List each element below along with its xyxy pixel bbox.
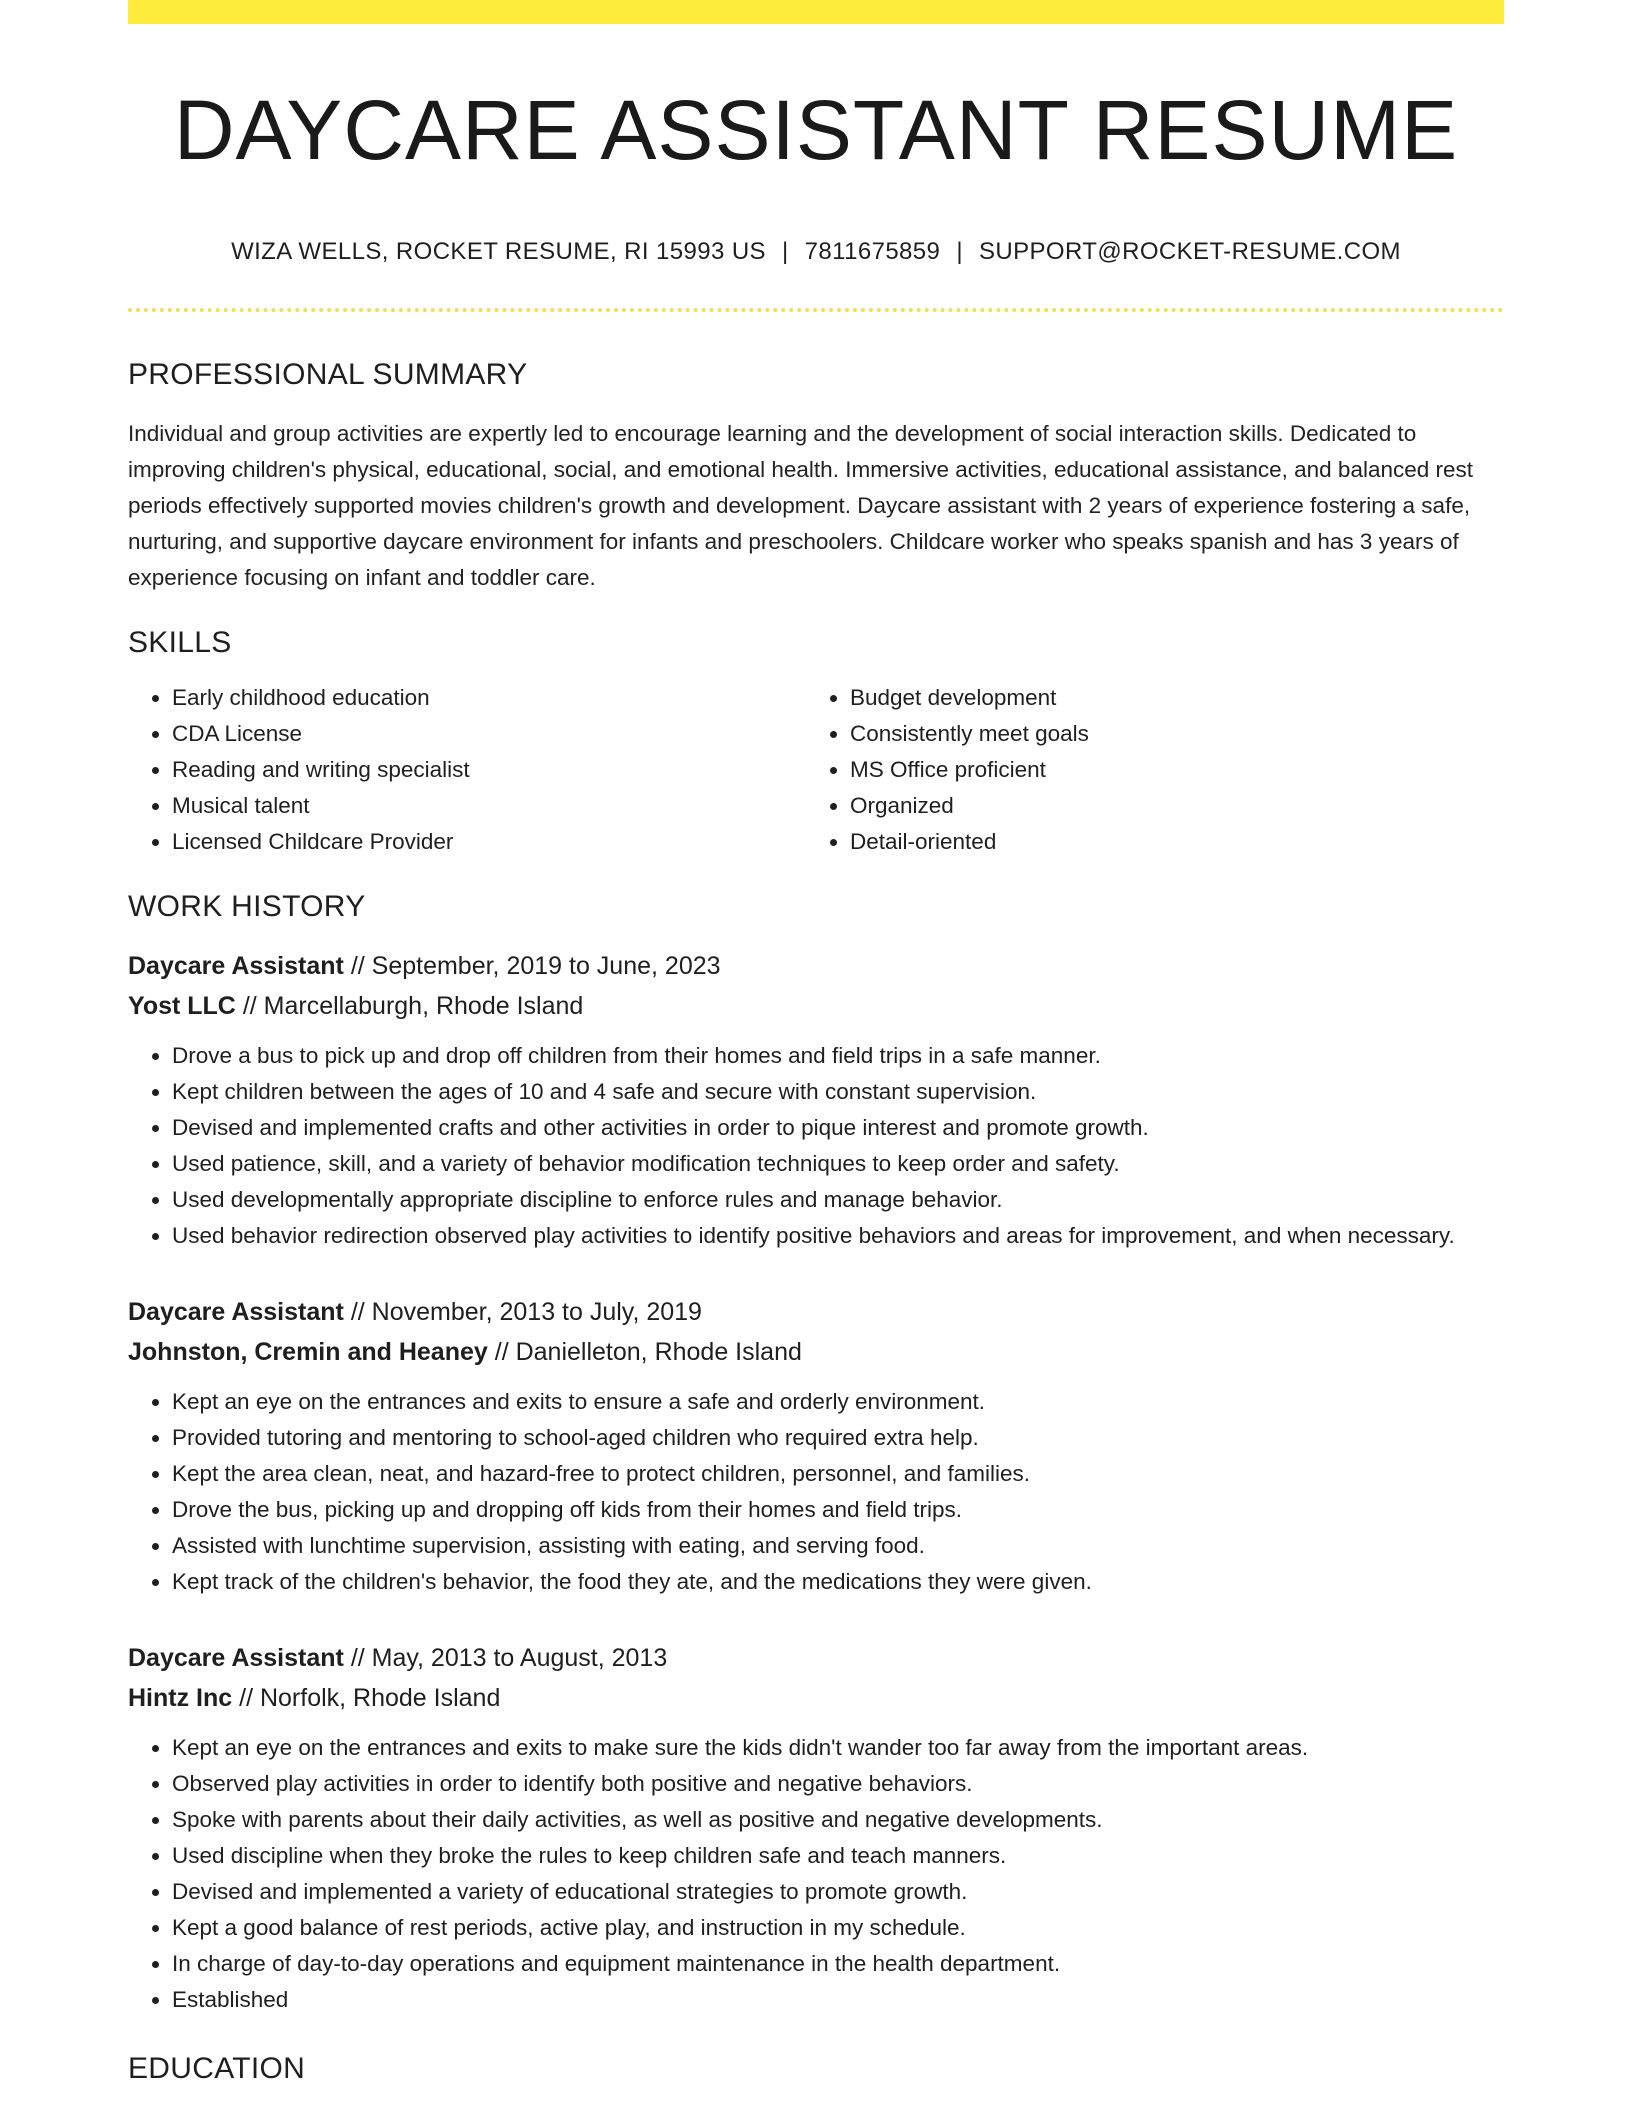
job-entry bbox=[128, 946, 1504, 1254]
skills-heading: SKILLS bbox=[128, 626, 232, 660]
job-bullet: • Provided tutoring and mentoring to school-aged children who required extra help. bbox=[172, 1420, 1504, 1456]
contact-line bbox=[128, 238, 1504, 266]
job-bullets bbox=[128, 1038, 1504, 1254]
contact-address: WIZA WELLS, ROCKET RESUME, RI 15993 US bbox=[231, 238, 766, 266]
skill-item: • Licensed Childcare Provider bbox=[172, 824, 806, 860]
job-company: Yost LLC bbox=[128, 992, 236, 1021]
skill-item: • Early childhood education bbox=[172, 680, 806, 716]
dotted-divider bbox=[128, 308, 1504, 312]
job-title-line bbox=[128, 1292, 1504, 1332]
job-title: Daycare Assistant bbox=[128, 952, 344, 981]
skill-item: • Organized bbox=[850, 788, 1484, 824]
contact-email: SUPPORT@ROCKET-RESUME.COM bbox=[978, 238, 1401, 266]
job-bullet: • Used developmentally appropriate discipline to enforce rules and manage behavior. bbox=[172, 1182, 1504, 1218]
job-bullet: • Observed play activities in order to identify both positive and negative behaviors. bbox=[172, 1766, 1504, 1802]
skill-item: • MS Office proficient bbox=[850, 752, 1484, 788]
skill-item: • CDA License bbox=[172, 716, 806, 752]
job-bullet: • Used discipline when they broke the rules to keep children safe and teach manners. bbox=[172, 1838, 1504, 1874]
job-bullet: • Assisted with lunchtime supervision, assisting with eating, and serving food. bbox=[172, 1528, 1504, 1564]
job-dates: // September, 2019 to June, 2023 bbox=[350, 952, 721, 981]
job-title: Daycare Assistant bbox=[128, 1298, 344, 1327]
resume-title: DAYCARE ASSISTANT RESUME bbox=[173, 83, 1459, 177]
job-bullet: • Established bbox=[172, 1982, 1504, 2018]
skills-column-right bbox=[806, 680, 1484, 860]
job-company: Johnston, Cremin and Heaney bbox=[128, 1338, 488, 1367]
education-heading: EDUCATION bbox=[128, 2052, 306, 2086]
job-bullet: • Drove the bus, picking up and dropping off kids from their homes and field trips. bbox=[172, 1492, 1504, 1528]
job-company: Hintz Inc bbox=[128, 1684, 233, 1713]
contact-separator: | bbox=[781, 238, 789, 266]
skill-item: • Budget development bbox=[850, 680, 1484, 716]
summary-text: Individual and group activities are expertly led to encourage learning and the development of social interaction skills. Dedicated to improving children's physical, educational, social, and emotional health. Immersive activities, educational assistance, and balanced rest periods effectively supported movies children's growth and development. Daycare assistant with 2 years of experience fostering a safe, nurturing, and supportive daycare environment for infants and preschoolers. Childcare worker who speaks spanish and has 3 years of experience focusing on infant and toddler care. bbox=[128, 421, 1474, 591]
skill-item: • Reading and writing specialist bbox=[172, 752, 806, 788]
contact-separator: | bbox=[956, 238, 963, 266]
job-entry bbox=[128, 1292, 1504, 1600]
job-title: Daycare Assistant bbox=[128, 1644, 344, 1673]
work-history-heading: WORK HISTORY bbox=[128, 890, 366, 924]
job-bullet: • Kept a good balance of rest periods, active play, and instruction in my schedule. bbox=[172, 1910, 1504, 1946]
skill-item: • Consistently meet goals bbox=[850, 716, 1484, 752]
job-location: // Norfolk, Rhode Island bbox=[239, 1684, 501, 1713]
job-bullet: • Drove a bus to pick up and drop off children from their homes and field trips in a safe manner. bbox=[172, 1038, 1504, 1074]
job-location: // Danielleton, Rhode Island bbox=[494, 1338, 802, 1367]
resume-page bbox=[128, 0, 1504, 2086]
skill-item: • Musical talent bbox=[172, 788, 806, 824]
job-bullets bbox=[128, 1384, 1504, 1600]
job-dates: // May, 2013 to August, 2013 bbox=[350, 1644, 668, 1673]
job-entry bbox=[128, 1638, 1504, 2018]
summary-heading: PROFESSIONAL SUMMARY bbox=[128, 358, 528, 392]
job-bullet: • Kept track of the children's behavior, the food they ate, and the medications they were given. bbox=[172, 1564, 1504, 1600]
accent-bar bbox=[128, 0, 1504, 24]
job-company-line bbox=[128, 1678, 1504, 1718]
job-title-line bbox=[128, 1638, 1504, 1678]
job-company-line bbox=[128, 986, 1504, 1026]
job-bullet: • Kept an eye on the entrances and exits to ensure a safe and orderly environment. bbox=[172, 1384, 1504, 1420]
job-dates: // November, 2013 to July, 2019 bbox=[350, 1298, 702, 1327]
job-bullet: • Kept an eye on the entrances and exits to make sure the kids didn't wander too far away from the important areas. bbox=[172, 1730, 1504, 1766]
contact-phone: 7811675859 bbox=[804, 238, 941, 266]
job-bullet: • Devised and implemented a variety of educational strategies to promote growth. bbox=[172, 1874, 1504, 1910]
job-bullet: • Spoke with parents about their daily activities, as well as positive and negative developments. bbox=[172, 1802, 1504, 1838]
job-location: // Marcellaburgh, Rhode Island bbox=[242, 992, 584, 1021]
skill-item: • Detail-oriented bbox=[850, 824, 1484, 860]
skills-column-left bbox=[128, 680, 806, 860]
job-bullet: • Kept children between the ages of 10 and 4 safe and secure with constant supervision. bbox=[172, 1074, 1504, 1110]
job-title-line bbox=[128, 946, 1504, 986]
skills-list bbox=[128, 680, 1504, 860]
job-bullets bbox=[128, 1730, 1504, 2018]
job-bullet: • In charge of day-to-day operations and equipment maintenance in the health department. bbox=[172, 1946, 1504, 1982]
job-bullet: • Used behavior redirection observed play activities to identify positive behaviors and areas for improvement, and when necessary. bbox=[172, 1218, 1504, 1254]
job-company-line bbox=[128, 1332, 1504, 1372]
job-bullet: • Devised and implemented crafts and other activities in order to pique interest and promote growth. bbox=[172, 1110, 1504, 1146]
job-bullet: • Kept the area clean, neat, and hazard-free to protect children, personnel, and families. bbox=[172, 1456, 1504, 1492]
job-bullet: • Used patience, skill, and a variety of behavior modification techniques to keep order and safety. bbox=[172, 1146, 1504, 1182]
